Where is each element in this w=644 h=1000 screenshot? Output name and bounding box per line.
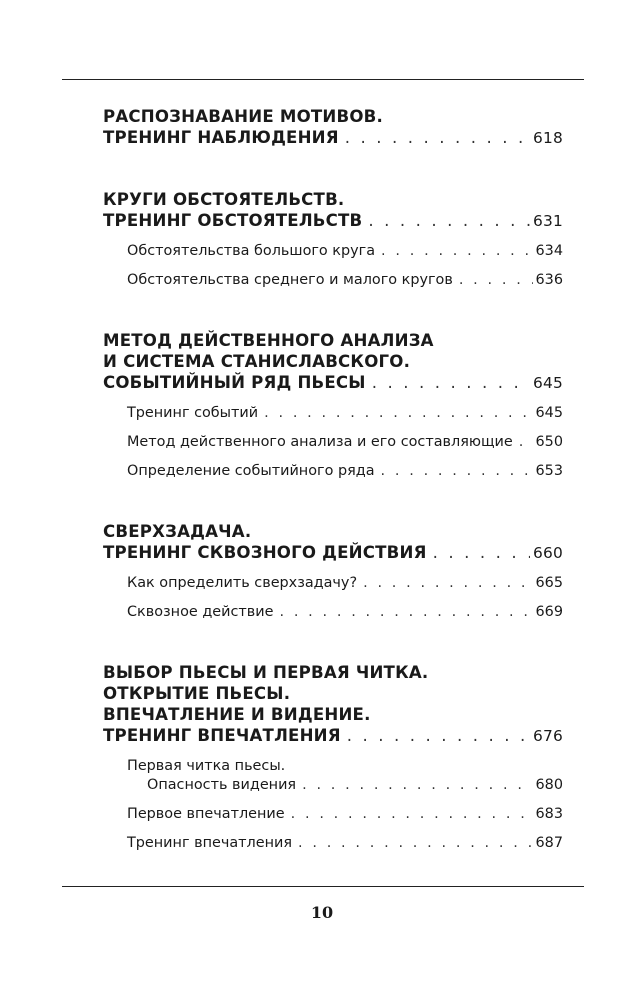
section-title-text: ТРЕНИНГ СКВОЗНОГО ДЕЙСТВИЯ — [103, 543, 427, 562]
subsection-page-number: 680 — [535, 777, 563, 793]
subsection-entry[interactable] — [103, 805, 563, 824]
subsection-entry[interactable] — [103, 574, 563, 593]
toc-section — [103, 106, 563, 149]
subsection-line — [127, 757, 563, 776]
toc-section — [103, 662, 563, 853]
subsection-page-number: 634 — [535, 243, 563, 259]
dot-leader — [298, 834, 533, 853]
subsection-entry[interactable] — [103, 271, 563, 290]
section-title-text: СОБЫТИЙНЫЙ РЯД ПЬЕСЫ — [103, 373, 366, 392]
dot-leader — [372, 372, 530, 393]
section-title-text: КРУГИ ОБСТОЯТЕЛЬСТВ. — [103, 190, 345, 209]
section-title-line — [103, 725, 563, 747]
section-title-line — [103, 521, 563, 542]
dot-leader — [302, 776, 532, 795]
subsection-line — [127, 404, 563, 423]
table-of-contents — [103, 106, 563, 893]
subsection-page-number: 645 — [535, 405, 563, 421]
subsection-text: Как определить сверхзадачу? — [127, 575, 358, 591]
subsection-entry[interactable] — [103, 404, 563, 423]
section-page-number: 631 — [533, 212, 563, 230]
subsection-page-number: 665 — [535, 575, 563, 591]
subsection-list — [103, 242, 563, 290]
subsection-text: Тренинг событий — [127, 405, 259, 421]
section-title-line — [103, 210, 563, 232]
section-title-line — [103, 106, 563, 127]
section-title-line — [103, 127, 563, 149]
section-title-text: И СИСТЕМА СТАНИСЛАВСКОГО. — [103, 352, 411, 371]
dot-leader — [368, 210, 530, 231]
section-title-text: СВЕРХЗАДАЧА. — [103, 522, 252, 541]
subsection-line — [127, 834, 563, 853]
section-title-line — [103, 662, 563, 683]
subsection-text: Обстоятельства среднего и малого кругов — [127, 272, 453, 288]
toc-section — [103, 330, 563, 481]
subsection-page-number: 653 — [535, 463, 563, 479]
section-title-line — [103, 704, 563, 725]
section-title-line — [103, 372, 563, 394]
subsection-line — [127, 574, 563, 593]
toc-section — [103, 521, 563, 622]
subsection-text: Метод действенного анализа и его составляющие — [127, 434, 513, 450]
section-title[interactable] — [103, 662, 563, 747]
dot-leader — [291, 805, 533, 824]
subsection-entry[interactable] — [103, 834, 563, 853]
section-title-line — [103, 330, 563, 351]
subsection-text: Сквозное действие — [127, 604, 274, 620]
subsection-line — [127, 776, 563, 795]
subsection-line — [127, 242, 563, 261]
dot-leader — [345, 127, 530, 148]
subsection-text: Тренинг впечатления — [127, 835, 293, 851]
subsection-line — [127, 603, 563, 622]
subsection-line — [127, 271, 563, 290]
dot-leader — [519, 433, 533, 452]
subsection-entry[interactable] — [103, 462, 563, 481]
dot-leader — [363, 574, 532, 593]
section-title-text: ТРЕНИНГ ОБСТОЯТЕЛЬСТВ — [103, 211, 363, 230]
dot-leader — [381, 462, 533, 481]
subsection-entry[interactable] — [103, 603, 563, 622]
section-title-line — [103, 542, 563, 564]
subsection-entry[interactable] — [103, 757, 563, 795]
section-title-text: ВПЕЧАТЛЕНИЕ И ВИДЕНИЕ. — [103, 705, 371, 724]
bottom-rule — [62, 886, 584, 887]
section-page-number: 676 — [533, 727, 563, 745]
subsection-line — [127, 433, 563, 452]
section-title-text: РАСПОЗНАВАНИЕ МОТИВОВ. — [103, 107, 384, 126]
subsection-text: Определение событийного ряда — [127, 463, 375, 479]
subsection-text: Первое впечатление — [127, 806, 285, 822]
subsection-text: Первая читка пьесы. — [127, 758, 286, 774]
section-page-number: 618 — [533, 129, 563, 147]
subsection-page-number: 636 — [535, 272, 563, 288]
page-number: 10 — [310, 903, 334, 922]
subsection-page-number: 687 — [535, 835, 563, 851]
section-title-text: ТРЕНИНГ НАБЛЮДЕНИЯ — [103, 128, 339, 147]
top-rule — [62, 79, 584, 80]
dot-leader — [347, 725, 530, 746]
section-title-text: ВЫБОР ПЬЕСЫ И ПЕРВАЯ ЧИТКА. — [103, 663, 429, 682]
section-title-text: ТРЕНИНГ ВПЕЧАТЛЕНИЯ — [103, 726, 341, 745]
dot-leader — [459, 271, 533, 290]
dot-leader — [433, 542, 530, 563]
section-page-number: 645 — [533, 374, 563, 392]
subsection-text: Обстоятельства большого круга — [127, 243, 376, 259]
subsection-page-number: 669 — [535, 604, 563, 620]
toc-section — [103, 189, 563, 290]
section-title-line — [103, 189, 563, 210]
section-title-line — [103, 351, 563, 372]
subsection-list — [103, 404, 563, 481]
subsection-page-number: 683 — [535, 806, 563, 822]
section-title-text: ОТКРЫТИЕ ПЬЕСЫ. — [103, 684, 291, 703]
subsection-entry[interactable] — [103, 433, 563, 452]
section-title[interactable] — [103, 189, 563, 232]
subsection-text: Опасность видения — [147, 777, 297, 793]
subsection-list — [103, 757, 563, 853]
section-title-text: МЕТОД ДЕЙСТВЕННОГО АНАЛИЗА — [103, 331, 434, 350]
subsection-page-number: 650 — [535, 434, 563, 450]
section-page-number: 660 — [533, 544, 563, 562]
subsection-entry[interactable] — [103, 242, 563, 261]
subsection-line — [127, 805, 563, 824]
dot-leader — [264, 404, 532, 423]
subsection-list — [103, 574, 563, 622]
dot-leader — [279, 603, 532, 622]
section-title[interactable] — [103, 521, 563, 564]
section-title[interactable] — [103, 330, 563, 394]
subsection-line — [127, 462, 563, 481]
section-title[interactable] — [103, 106, 563, 149]
section-title-line — [103, 683, 563, 704]
dot-leader — [381, 242, 532, 261]
